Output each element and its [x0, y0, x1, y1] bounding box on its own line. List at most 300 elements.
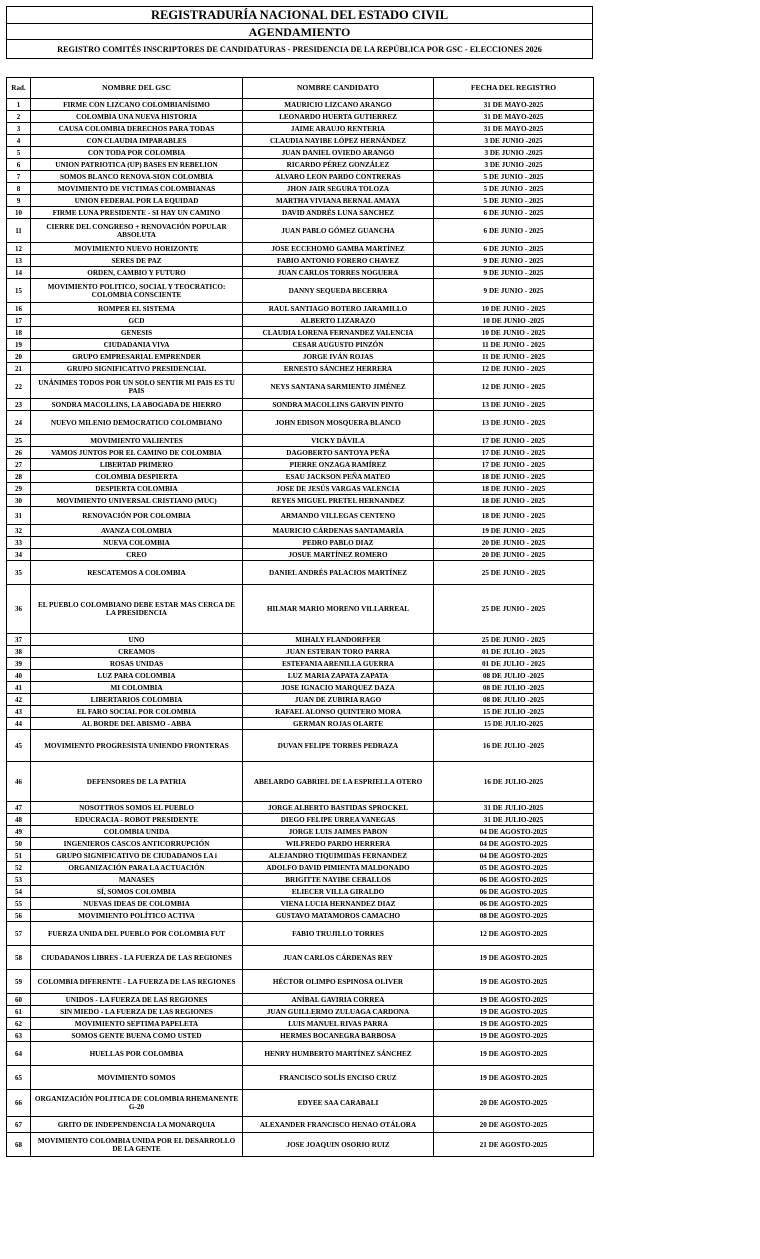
cell-candidate-name: VICKY DÁVILA — [243, 435, 434, 447]
table-row — [7, 471, 594, 483]
cell-rad: 20 — [7, 351, 31, 363]
table-row — [7, 507, 594, 525]
cell-candidate-name: JUAN ESTEBAN TORO PARRA — [243, 646, 434, 658]
cell-candidate-name: JOSE DE JESÚS VARGAS VALENCIA — [243, 483, 434, 495]
cell-registration-date: 06 DE AGOSTO-2025 — [434, 886, 594, 898]
column-header-candidate: NOMBRE CANDIDATO — [243, 78, 434, 99]
table-row — [7, 339, 594, 351]
cell-registration-date: 05 DE AGOSTO-2025 — [434, 862, 594, 874]
cell-registration-date: 9 DE JUNIO - 2025 — [434, 255, 594, 267]
cell-candidate-name: ELIECER VILLA GIRALDO — [243, 886, 434, 898]
cell-registration-date: 31 DE MAYO-2025 — [434, 99, 594, 111]
table-row — [7, 634, 594, 646]
cell-registration-date: 12 DE AGOSTO-2025 — [434, 922, 594, 946]
column-header-rad: Rad. — [7, 78, 31, 99]
cell-gsc-name: ORGANIZACIÓN PARA LA ACTUACIÓN — [31, 862, 243, 874]
column-header-gsc: NOMBRE DEL GSC — [31, 78, 243, 99]
cell-rad: 34 — [7, 549, 31, 561]
cell-registration-date: 17 DE JUNIO - 2025 — [434, 435, 594, 447]
table-row — [7, 874, 594, 886]
cell-gsc-name: COLOMBIA DESPIERTA — [31, 471, 243, 483]
table-row — [7, 994, 594, 1006]
cell-registration-date: 3 DE JUNIO -2025 — [434, 147, 594, 159]
cell-gsc-name: MOVIMIENTO UNIVERSAL CRISTIANO (MUC) — [31, 495, 243, 507]
table-row — [7, 525, 594, 537]
cell-candidate-name: JORGE ALBERTO BASTIDAS SPROCKEL — [243, 802, 434, 814]
cell-gsc-name: GENESIS — [31, 327, 243, 339]
cell-candidate-name: CESAR AUGUSTO PINZÓN — [243, 339, 434, 351]
cell-registration-date: 06 DE AGOSTO-2025 — [434, 898, 594, 910]
cell-registration-date: 04 DE AGOSTO-2025 — [434, 850, 594, 862]
cell-gsc-name: EL FARO SOCIAL POR COLOMBIA — [31, 706, 243, 718]
cell-candidate-name: JUAN CARLOS CÁRDENAS REY — [243, 946, 434, 970]
cell-rad: 63 — [7, 1030, 31, 1042]
cell-registration-date: 25 DE JUNIO - 2025 — [434, 585, 594, 634]
cell-candidate-name: JHON JAIR SEGURA TOLOZA — [243, 183, 434, 195]
cell-rad: 54 — [7, 886, 31, 898]
table-row — [7, 207, 594, 219]
cell-rad: 40 — [7, 670, 31, 682]
cell-candidate-name: ALEXANDER FRANCISCO HENAO OTÁLORA — [243, 1117, 434, 1133]
table-row — [7, 267, 594, 279]
cell-rad: 64 — [7, 1042, 31, 1066]
table-row — [7, 171, 594, 183]
cell-rad: 52 — [7, 862, 31, 874]
cell-gsc-name: LIBERTARIOS COLOMBIA — [31, 694, 243, 706]
table-row — [7, 838, 594, 850]
cell-gsc-name: MOVIMIENTO POLITICO, SOCIAL Y TEOCRATICO: COLOMBIA CONSCIENTE — [31, 279, 243, 303]
cell-registration-date: 12 DE JUNIO - 2025 — [434, 363, 594, 375]
cell-registration-date: 5 DE JUNIO - 2025 — [434, 183, 594, 195]
cell-candidate-name: ALBERTO LIZARAZO — [243, 315, 434, 327]
cell-rad: 4 — [7, 135, 31, 147]
cell-gsc-name: CIERRE DEL CONGRESO + RENOVACIÓN POPULAR ABSOLUTA — [31, 219, 243, 243]
cell-gsc-name: CON CLAUDIA IMPARABLES — [31, 135, 243, 147]
cell-registration-date: 25 DE JUNIO - 2025 — [434, 634, 594, 646]
cell-rad: 28 — [7, 471, 31, 483]
cell-gsc-name: GCD — [31, 315, 243, 327]
cell-candidate-name: GUSTAVO MATAMOROS CAMACHO — [243, 910, 434, 922]
cell-gsc-name: ROSAS UNIDAS — [31, 658, 243, 670]
cell-gsc-name: LIBERTAD PRIMERO — [31, 459, 243, 471]
cell-candidate-name: FRANCISCO SOLÍS ENCISO CRUZ — [243, 1066, 434, 1090]
cell-registration-date: 31 DE JULIO-2025 — [434, 802, 594, 814]
cell-registration-date: 15 DE JULIO-2025 — [434, 718, 594, 730]
cell-rad: 17 — [7, 315, 31, 327]
cell-rad: 24 — [7, 411, 31, 435]
cell-rad: 7 — [7, 171, 31, 183]
cell-rad: 42 — [7, 694, 31, 706]
cell-rad: 31 — [7, 507, 31, 525]
cell-rad: 38 — [7, 646, 31, 658]
cell-gsc-name: MOVIMIENTO VALIENTES — [31, 435, 243, 447]
table-row — [7, 1018, 594, 1030]
cell-gsc-name: SÍ, SOMOS COLOMBIA — [31, 886, 243, 898]
cell-rad: 57 — [7, 922, 31, 946]
cell-gsc-name: UNÁNIMES TODOS POR UN SOLO SENTIR MI PAIS ES TU PAIS — [31, 375, 243, 399]
cell-gsc-name: MOVIMIENTO PROGRESISTA UNIENDO FRONTERAS — [31, 730, 243, 762]
cell-candidate-name: JOSE IGNACIO MARQUEZ DAZA — [243, 682, 434, 694]
cell-registration-date: 08 DE AGOSTO-2025 — [434, 910, 594, 922]
table-row — [7, 970, 594, 994]
cell-gsc-name: FIRME LUNA PRESIDENTE - SI HAY UN CAMINO — [31, 207, 243, 219]
cell-candidate-name: CLAUDIA NAYIBE LÓPEZ HERNÁNDEZ — [243, 135, 434, 147]
cell-candidate-name: DANNY SEQUEDA BECERRA — [243, 279, 434, 303]
cell-candidate-name: ANÍBAL GAVIRIA CORREA — [243, 994, 434, 1006]
cell-gsc-name: GRUPO EMPRESARIAL EMPRENDER — [31, 351, 243, 363]
cell-gsc-name: UNION PATRIOTICA (UP) BASES EN REBELION — [31, 159, 243, 171]
cell-gsc-name: AVANZA COLOMBIA — [31, 525, 243, 537]
table-row — [7, 706, 594, 718]
cell-rad: 5 — [7, 147, 31, 159]
table-row — [7, 483, 594, 495]
table-row — [7, 537, 594, 549]
table-row — [7, 1006, 594, 1018]
cell-registration-date: 5 DE JUNIO - 2025 — [434, 171, 594, 183]
cell-rad: 1 — [7, 99, 31, 111]
cell-gsc-name: VAMOS JUNTOS POR EL CAMINO DE COLOMBIA — [31, 447, 243, 459]
cell-candidate-name: LUIS MANUEL RIVAS PARRA — [243, 1018, 434, 1030]
cell-gsc-name: CREO — [31, 549, 243, 561]
table-row — [7, 399, 594, 411]
cell-registration-date: 19 DE AGOSTO-2025 — [434, 1042, 594, 1066]
table-row — [7, 1042, 594, 1066]
cell-candidate-name: DANIEL ANDRÉS PALACIOS MARTÍNEZ — [243, 561, 434, 585]
cell-candidate-name: MIHALY FLANDORFFER — [243, 634, 434, 646]
cell-rad: 32 — [7, 525, 31, 537]
cell-rad: 23 — [7, 399, 31, 411]
table-row — [7, 351, 594, 363]
cell-rad: 66 — [7, 1090, 31, 1117]
cell-gsc-name: EDUCRACIA - ROBOT PRESIDENTE — [31, 814, 243, 826]
cell-candidate-name: SONDRA MACOLLINS GARVIN PINTO — [243, 399, 434, 411]
table-row — [7, 1133, 594, 1157]
cell-candidate-name: VIENA LUCIA HERNANDEZ DIAZ — [243, 898, 434, 910]
cell-registration-date: 18 DE JUNIO - 2025 — [434, 471, 594, 483]
cell-candidate-name: JORGE IVÁN ROJAS — [243, 351, 434, 363]
cell-candidate-name: HÉCTOR OLIMPO ESPINOSA OLIVER — [243, 970, 434, 994]
cell-registration-date: 19 DE AGOSTO-2025 — [434, 994, 594, 1006]
table-row — [7, 435, 594, 447]
cell-candidate-name: JUAN DANIEL OVIEDO ARANGO — [243, 147, 434, 159]
cell-candidate-name: MAURICIO CÁRDENAS SANTAMARÍA — [243, 525, 434, 537]
cell-registration-date: 11 DE JUNIO - 2025 — [434, 351, 594, 363]
cell-rad: 27 — [7, 459, 31, 471]
cell-candidate-name: NEYS SANTANA SARMIENTO JIMÉNEZ — [243, 375, 434, 399]
cell-rad: 18 — [7, 327, 31, 339]
cell-registration-date: 19 DE AGOSTO-2025 — [434, 946, 594, 970]
table-row — [7, 730, 594, 762]
cell-gsc-name: NUEVO MILENIO DEMOCRATICO COLOMBIANO — [31, 411, 243, 435]
registry-table — [6, 77, 594, 1157]
table-row — [7, 363, 594, 375]
cell-registration-date: 3 DE JUNIO -2025 — [434, 135, 594, 147]
cell-gsc-name: SONDRA MACOLLINS, LA ABOGADA DE HIERRO — [31, 399, 243, 411]
cell-gsc-name: CAUSA COLOMBIA DERECHOS PARA TODAS — [31, 123, 243, 135]
cell-registration-date: 9 DE JUNIO - 2025 — [434, 267, 594, 279]
cell-gsc-name: UNO — [31, 634, 243, 646]
cell-candidate-name: ALEJANDRO TIQUIMIDAS FERNANDEZ — [243, 850, 434, 862]
cell-gsc-name: COLOMBIA UNA NUEVA HISTORIA — [31, 111, 243, 123]
cell-candidate-name: LUZ MARIA ZAPATA ZAPATA — [243, 670, 434, 682]
cell-rad: 33 — [7, 537, 31, 549]
cell-gsc-name: MOVIMIENTO DE VICTIMAS COLOMBIANAS — [31, 183, 243, 195]
cell-rad: 3 — [7, 123, 31, 135]
cell-gsc-name: DEFENSORES DE LA PATRIA — [31, 762, 243, 802]
cell-registration-date: 31 DE JULIO-2025 — [434, 814, 594, 826]
cell-gsc-name: SOMOS GENTE BUENA COMO USTED — [31, 1030, 243, 1042]
cell-rad: 55 — [7, 898, 31, 910]
cell-candidate-name: JUAN CARLOS TORRES NOGUERA — [243, 267, 434, 279]
cell-candidate-name: HILMAR MARIO MORENO VILLARREAL — [243, 585, 434, 634]
cell-gsc-name: MI COLOMBIA — [31, 682, 243, 694]
cell-gsc-name: LUZ PARA COLOMBIA — [31, 670, 243, 682]
cell-rad: 60 — [7, 994, 31, 1006]
table-row — [7, 826, 594, 838]
table-row — [7, 802, 594, 814]
cell-rad: 26 — [7, 447, 31, 459]
cell-rad: 41 — [7, 682, 31, 694]
cell-candidate-name: RICARDO PÉREZ GONZÁLEZ — [243, 159, 434, 171]
cell-rad: 62 — [7, 1018, 31, 1030]
table-row — [7, 658, 594, 670]
cell-rad: 48 — [7, 814, 31, 826]
cell-candidate-name: ALVARO LEON PARDO CONTRERAS — [243, 171, 434, 183]
table-row — [7, 327, 594, 339]
cell-registration-date: 18 DE JUNIO - 2025 — [434, 483, 594, 495]
cell-rad: 19 — [7, 339, 31, 351]
cell-registration-date: 6 DE JUNIO - 2025 — [434, 207, 594, 219]
cell-candidate-name: LEONARDO HUERTA GUTIERREZ — [243, 111, 434, 123]
table-row — [7, 255, 594, 267]
cell-registration-date: 19 DE AGOSTO-2025 — [434, 1018, 594, 1030]
page-title: REGISTRADURÍA NACIONAL DEL ESTADO CIVIL — [6, 6, 593, 23]
cell-candidate-name: DAGOBERTO SANTOYA PEÑA — [243, 447, 434, 459]
cell-rad: 9 — [7, 195, 31, 207]
cell-registration-date: 31 DE MAYO-2025 — [434, 111, 594, 123]
cell-registration-date: 10 DE JUNIO - 2025 — [434, 327, 594, 339]
cell-registration-date: 13 DE JUNIO - 2025 — [434, 399, 594, 411]
cell-registration-date: 15 DE JULIO -2025 — [434, 706, 594, 718]
cell-gsc-name: MOVIMIENTO SEPTIMA PAPELETA — [31, 1018, 243, 1030]
cell-rad: 16 — [7, 303, 31, 315]
cell-rad: 13 — [7, 255, 31, 267]
cell-rad: 46 — [7, 762, 31, 802]
cell-gsc-name: CIUDADANIA VIVA — [31, 339, 243, 351]
cell-gsc-name: EL PUEBLO COLOMBIANO DEBE ESTAR MAS CERCA DE LA PRESIDENCIA — [31, 585, 243, 634]
cell-rad: 2 — [7, 111, 31, 123]
cell-gsc-name: RENOVACIÓN POR COLOMBIA — [31, 507, 243, 525]
cell-candidate-name: FABIO ANTONIO FORERO CHAVEZ — [243, 255, 434, 267]
cell-registration-date: 17 DE JUNIO - 2025 — [434, 447, 594, 459]
cell-registration-date: 18 DE JUNIO - 2025 — [434, 507, 594, 525]
cell-registration-date: 6 DE JUNIO - 2025 — [434, 243, 594, 255]
cell-candidate-name: ARMANDO VILLEGAS CENTENO — [243, 507, 434, 525]
table-row — [7, 243, 594, 255]
cell-gsc-name: NUEVA COLOMBIA — [31, 537, 243, 549]
cell-rad: 56 — [7, 910, 31, 922]
cell-registration-date: 17 DE JUNIO - 2025 — [434, 459, 594, 471]
table-row — [7, 159, 594, 171]
cell-candidate-name: ESTEFANIA ARENILLA GUERRA — [243, 658, 434, 670]
cell-registration-date: 19 DE AGOSTO-2025 — [434, 970, 594, 994]
cell-candidate-name: DAVID ANDRÉS LUNA SANCHEZ — [243, 207, 434, 219]
cell-rad: 14 — [7, 267, 31, 279]
cell-registration-date: 20 DE AGOSTO-2025 — [434, 1117, 594, 1133]
cell-registration-date: 19 DE JUNIO - 2025 — [434, 525, 594, 537]
cell-gsc-name: COLOMBIA UNIDA — [31, 826, 243, 838]
table-row — [7, 850, 594, 862]
cell-rad: 29 — [7, 483, 31, 495]
cell-rad: 15 — [7, 279, 31, 303]
cell-gsc-name: FIRME CON LIZCANO COLOMBIANÍSIMO — [31, 99, 243, 111]
table-body — [7, 99, 594, 1157]
cell-candidate-name: JOSE JOAQUIN OSORIO RUIZ — [243, 1133, 434, 1157]
cell-candidate-name: ESAU JACKSON PEÑA MATEO — [243, 471, 434, 483]
cell-gsc-name: COLOMBIA DIFERENTE - LA FUERZA DE LAS REGIONES — [31, 970, 243, 994]
cell-rad: 59 — [7, 970, 31, 994]
table-row — [7, 303, 594, 315]
table-row — [7, 123, 594, 135]
cell-candidate-name: CLAUDIA LORENA FERNANDEZ VALENCIA — [243, 327, 434, 339]
cell-registration-date: 08 DE JULIO -2025 — [434, 694, 594, 706]
table-row — [7, 762, 594, 802]
cell-registration-date: 08 DE JULIO -2025 — [434, 682, 594, 694]
table-row — [7, 718, 594, 730]
cell-rad: 45 — [7, 730, 31, 762]
table-row — [7, 898, 594, 910]
cell-gsc-name: MOVIMIENTO SOMOS — [31, 1066, 243, 1090]
table-row — [7, 135, 594, 147]
cell-rad: 50 — [7, 838, 31, 850]
cell-registration-date: 08 DE JULIO -2025 — [434, 670, 594, 682]
cell-registration-date: 01 DE JULIO - 2025 — [434, 646, 594, 658]
cell-gsc-name: GRUPO SIGNIFICATIVO PRESIDENCIAL — [31, 363, 243, 375]
cell-gsc-name: SIN MIEDO - LA FUERZA DE LAS REGIONES — [31, 1006, 243, 1018]
cell-candidate-name: HENRY HUMBERTO MARTÍNEZ SÁNCHEZ — [243, 1042, 434, 1066]
registry-caption: REGISTRO COMITÉS INSCRIPTORES DE CANDIDATURAS - PRESIDENCIA DE LA REPÚBLICA POR GSC - ELECCIONES 2026 — [6, 39, 593, 59]
cell-registration-date: 21 DE AGOSTO-2025 — [434, 1133, 594, 1157]
table-row — [7, 646, 594, 658]
cell-registration-date: 20 DE AGOSTO-2025 — [434, 1090, 594, 1117]
cell-registration-date: 31 DE MAYO-2025 — [434, 123, 594, 135]
cell-candidate-name: EDYEE SAA CARABALI — [243, 1090, 434, 1117]
cell-candidate-name: FABIO TRUJILLO TORRES — [243, 922, 434, 946]
table-row — [7, 561, 594, 585]
table-row — [7, 411, 594, 435]
table-row — [7, 1117, 594, 1133]
cell-rad: 10 — [7, 207, 31, 219]
cell-candidate-name: DIEGO FELIPE URREA VANEGAS — [243, 814, 434, 826]
table-row — [7, 1066, 594, 1090]
cell-candidate-name: MARTHA VIVIANA BERNAL AMAYA — [243, 195, 434, 207]
cell-candidate-name: HERMES BOCANEGRA BARBOSA — [243, 1030, 434, 1042]
cell-registration-date: 6 DE JUNIO - 2025 — [434, 219, 594, 243]
table-row — [7, 99, 594, 111]
cell-rad: 35 — [7, 561, 31, 585]
cell-candidate-name: JUAN GUILLERMO ZULUAGA CARDONA — [243, 1006, 434, 1018]
cell-gsc-name: ROMPER EL SISTEMA — [31, 303, 243, 315]
cell-rad: 11 — [7, 219, 31, 243]
cell-candidate-name: GERMAN ROJAS OLARTE — [243, 718, 434, 730]
table-row — [7, 814, 594, 826]
cell-rad: 53 — [7, 874, 31, 886]
table-row — [7, 459, 594, 471]
cell-registration-date: 18 DE JUNIO - 2025 — [434, 495, 594, 507]
cell-rad: 36 — [7, 585, 31, 634]
cell-registration-date: 19 DE AGOSTO-2025 — [434, 1030, 594, 1042]
cell-candidate-name: JORGE LUIS JAIMES PABON — [243, 826, 434, 838]
cell-rad: 49 — [7, 826, 31, 838]
table-row — [7, 495, 594, 507]
cell-candidate-name: PIERRE ONZAGA RAMÍREZ — [243, 459, 434, 471]
cell-candidate-name: JUAN DE ZUBIRIA RAGO — [243, 694, 434, 706]
cell-candidate-name: ADOLFO DAVID PIMIENTA MALDONADO — [243, 862, 434, 874]
cell-rad: 39 — [7, 658, 31, 670]
table-row — [7, 183, 594, 195]
cell-gsc-name: AL BORDE DEL ABISMO - ABBA — [31, 718, 243, 730]
cell-candidate-name: MAURICIO LIZCANO ARANGO — [243, 99, 434, 111]
table-row — [7, 447, 594, 459]
cell-gsc-name: GRITO DE INDEPENDENCIA LA MONARQUIA — [31, 1117, 243, 1133]
cell-registration-date: 10 DE JUNIO - 2025 — [434, 303, 594, 315]
cell-registration-date: 3 DE JUNIO -2025 — [434, 159, 594, 171]
cell-rad: 67 — [7, 1117, 31, 1133]
table-row — [7, 886, 594, 898]
cell-registration-date: 20 DE JUNIO - 2025 — [434, 549, 594, 561]
cell-rad: 12 — [7, 243, 31, 255]
cell-gsc-name: ORGANIZACIÓN POLITICA DE COLOMBIA RHEMANENTE G-20 — [31, 1090, 243, 1117]
cell-rad: 58 — [7, 946, 31, 970]
document-header — [6, 6, 593, 59]
table-row — [7, 694, 594, 706]
cell-rad: 8 — [7, 183, 31, 195]
cell-candidate-name: JOHN EDISON MOSQUERA BLANCO — [243, 411, 434, 435]
table-row — [7, 682, 594, 694]
cell-gsc-name: CON TODA POR COLOMBIA — [31, 147, 243, 159]
cell-gsc-name: FUERZA UNIDA DEL PUEBLO POR COLOMBIA FUT — [31, 922, 243, 946]
cell-candidate-name: DUVAN FELIPE TORRES PEDRAZA — [243, 730, 434, 762]
table-row — [7, 279, 594, 303]
cell-candidate-name: PEDRO PABLO DIAZ — [243, 537, 434, 549]
table-row — [7, 195, 594, 207]
cell-candidate-name: JOSE ECCEHOMO GAMBA MARTÍNEZ — [243, 243, 434, 255]
cell-rad: 22 — [7, 375, 31, 399]
cell-gsc-name: INGENIEROS CASCOS ANTICORRUPCIÓN — [31, 838, 243, 850]
page-subtitle: AGENDAMIENTO — [6, 23, 593, 39]
cell-rad: 47 — [7, 802, 31, 814]
cell-rad: 25 — [7, 435, 31, 447]
cell-candidate-name: JOSUE MARTÍNEZ ROMERO — [243, 549, 434, 561]
cell-candidate-name: RAUL SANTIAGO BOTERO JARAMILLO — [243, 303, 434, 315]
cell-rad: 6 — [7, 159, 31, 171]
cell-rad: 44 — [7, 718, 31, 730]
cell-candidate-name: WILFREDO PARDO HERRERA — [243, 838, 434, 850]
cell-gsc-name: HUELLAS POR COLOMBIA — [31, 1042, 243, 1066]
table-row — [7, 111, 594, 123]
cell-candidate-name: BRIGITTE NAYIBE CEBALLOS — [243, 874, 434, 886]
cell-rad: 61 — [7, 1006, 31, 1018]
cell-rad: 43 — [7, 706, 31, 718]
cell-registration-date: 5 DE JUNIO - 2025 — [434, 195, 594, 207]
cell-gsc-name: MOVIMIENTO COLOMBIA UNIDA POR EL DESARROLLO DE LA GENTE — [31, 1133, 243, 1157]
cell-registration-date: 11 DE JUNIO - 2025 — [434, 339, 594, 351]
cell-registration-date: 9 DE JUNIO - 2025 — [434, 279, 594, 303]
cell-registration-date: 20 DE JUNIO - 2025 — [434, 537, 594, 549]
cell-candidate-name: ERNESTO SÁNCHEZ HERRERA — [243, 363, 434, 375]
cell-candidate-name: JUAN PABLO GÓMEZ GUANCHA — [243, 219, 434, 243]
cell-registration-date: 19 DE AGOSTO-2025 — [434, 1006, 594, 1018]
